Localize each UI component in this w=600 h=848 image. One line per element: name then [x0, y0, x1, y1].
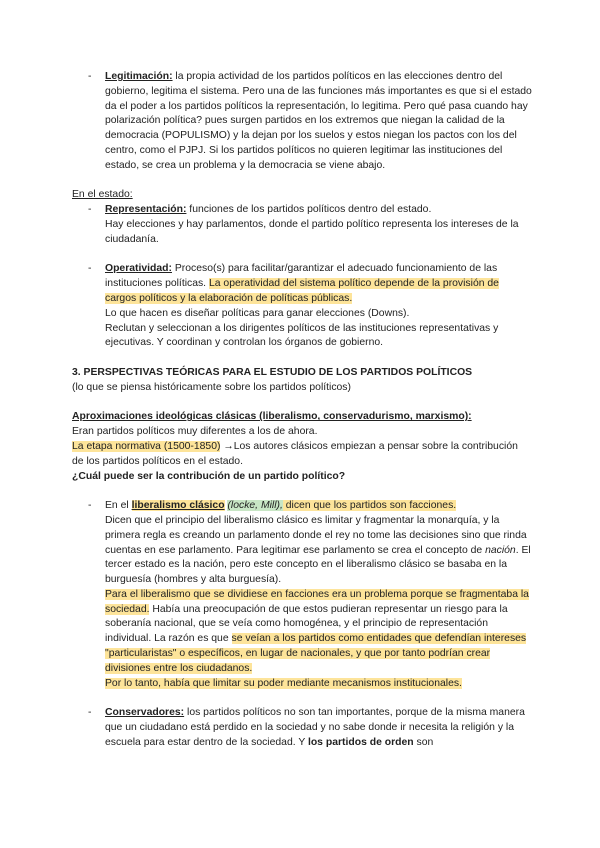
bullet-conservadores	[72, 706, 532, 750]
liberalismo-paragraph	[105, 499, 532, 514]
representacion-line1	[105, 203, 532, 218]
aproximaciones-heading: Aproximaciones ideológicas clásicas (liberalismo, conservadurismo, marxismo):	[72, 411, 472, 423]
liberalismo-term: liberalismo clásico	[131, 500, 225, 512]
liberalismo-text2: . El tercer estado es la nación, pero este concepto en el liberalismo clásico se basaba en la burguesía (hombres y alta burguesía).	[105, 544, 531, 586]
liberalismo-hl1: Para el liberalismo que se dividiese en facciones era un problema porque se fragmentaba la sociedad.	[105, 588, 529, 615]
liberalismo-nacion: nación	[485, 544, 516, 556]
conservadores-tail: son	[413, 736, 434, 748]
liberalismo-body2	[105, 588, 532, 677]
operatividad-term: Operatividad:	[105, 263, 172, 275]
liberalismo-text1: Dicen que el principio del liberalismo clásico es limitar y fragmentar la monarquía, y la primera regla es creando un parlamento donde el rey no tome las decisiones sino que rinda cuentas en ese parlamento. Para legitimar ese parlamento se crea el concepto de	[105, 514, 527, 556]
section3-subtitle: (lo que se piensa históricamente sobre los partidos políticos)	[72, 381, 351, 393]
bullet-dash: -	[88, 204, 92, 216]
operatividad-highlight: La operatividad del sistema político depende de la provisión de cargos políticos y la elaboración de políticas públicas.	[105, 278, 499, 304]
conservadores-bold-end: los partidos de orden	[307, 736, 414, 748]
liberalismo-prefix: En el	[105, 500, 132, 512]
estado-heading: En el estado:	[72, 189, 133, 201]
legitimacion-term: Legitimación:	[105, 71, 173, 82]
etapa-highlight: La etapa normativa (1500-1850)	[72, 440, 221, 452]
liberalismo-body	[105, 514, 532, 588]
liberalismo-authors: (locke, Mill),	[227, 500, 283, 512]
representacion-term: Representación:	[105, 204, 187, 216]
liberalismo-conclusion	[105, 677, 532, 692]
document-page	[72, 70, 532, 751]
liberalismo-hl2: se veían a los partidos como entidades que defendían intereses "particularistas" o específicos, en lugar de nacionales, y que por tanto podrían crear divisiones entre los ciudadanos.	[105, 633, 527, 674]
liberalismo-text3: Había una preocupación de que estos pudieran representar un riesgo para la soberanía nacional, que se veía como homogénea, y el principio de representación individual. La razón es que	[105, 603, 508, 645]
operatividad-text: Proceso(s) para facilitar/garantizar el adecuado funcionamiento de las instituciones políticas.	[105, 263, 498, 290]
bullet-dash: -	[88, 707, 92, 719]
etapa-rest: →Los autores clásicos empiezan a pensar sobre la contribución de los partidos políticos en el estado.	[72, 440, 518, 467]
section3-title: 3. PERSPECTIVAS TEÓRICAS PARA EL ESTUDIO DE LOS PARTIDOS POLÍTICOS	[72, 366, 473, 378]
legitimacion-text: la propia actividad de los partidos políticos en las elecciones dentro del gobierno, legitima el sistema. Pero una de las funciones más importantes es que si el estado da el poder a los partidos políticos la representación, lo legitima. Pero qué pasa cuando hay polarización política? pues surgen partidos en los extremos que niegan la calidad de la democracia (POPULISMO) y la dejan por los suelos y estos niegan los pactos con los del centro, como el PJPJ. Si los partidos políticos no quieren legitimar las instituciones del estado, se crea un problema y la democracia se viene abajo.	[105, 71, 532, 171]
bullet-dash: -	[88, 263, 92, 275]
liberalismo-claim: dicen que los partidos son facciones.	[282, 500, 457, 512]
operatividad-line1	[105, 262, 532, 306]
conservadores-term: Conservadores:	[105, 707, 185, 719]
bullet-dash: -	[88, 71, 92, 82]
aproximaciones-etapa	[72, 440, 532, 470]
aproximaciones-line1: Eran partidos políticos muy diferentes a los de ahora.	[72, 426, 318, 438]
representacion-text: funciones de los partidos políticos dentro del estado.	[186, 204, 432, 216]
aproximaciones-question: ¿Cuál puede ser la contribución de un partido político?	[72, 470, 346, 482]
bullet-operatividad	[72, 262, 532, 351]
bullet-representacion	[72, 203, 532, 247]
liberalismo-hl3: Por lo tanto, había que limitar su poder mediante mecanismos institucionales.	[105, 677, 462, 689]
operatividad-line2: Lo que hacen es diseñar políticas para ganar elecciones (Downs).	[105, 307, 410, 319]
conservadores-paragraph	[105, 706, 532, 750]
bullet-liberalismo	[72, 499, 532, 691]
operatividad-line3: Reclutan y seleccionan a los dirigentes políticos de las instituciones representativas y ejecutivas. Y coordinan y controlan los órganos de gobierno.	[105, 322, 499, 349]
representacion-line2: Hay elecciones y hay parlamentos, donde el partido político representa los intereses de la ciudadanía.	[105, 218, 519, 245]
bullet-legitimacion	[72, 70, 532, 174]
conservadores-text: los partidos políticos no son tan importantes, porque de la misma manera que un ciudadano está perdido en la sociedad y no sabe donde ir necesita la religión y la escuela para estar dentro de la sociedad. Y	[105, 707, 525, 748]
bullet-dash: -	[88, 500, 92, 512]
legitimacion-paragraph	[105, 70, 532, 174]
